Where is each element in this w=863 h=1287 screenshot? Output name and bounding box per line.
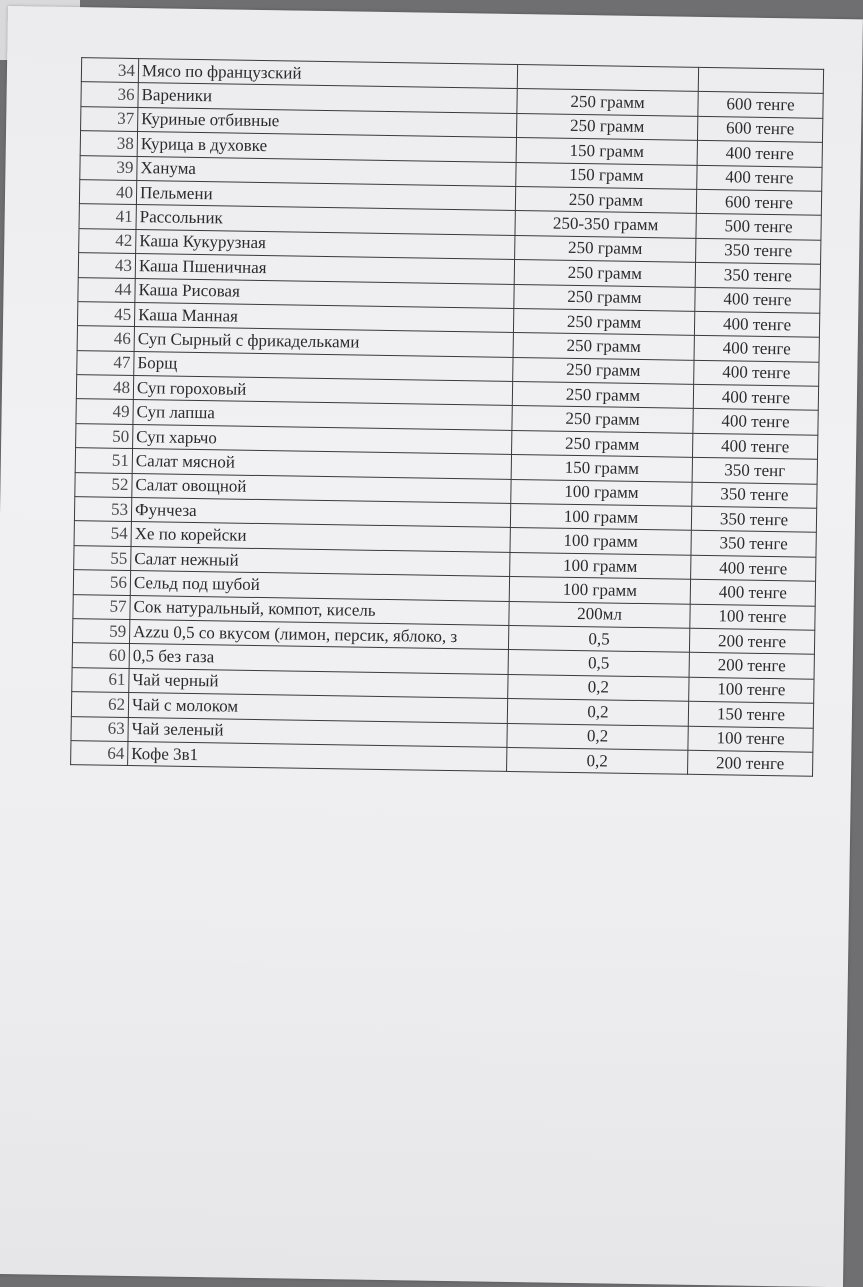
item-name: 0,5 без газа <box>129 644 508 674</box>
item-name: Хе по корейски <box>131 522 510 552</box>
item-name: Салат мясной <box>132 449 511 479</box>
item-price: 400 тенге <box>697 165 822 191</box>
item-price: 350 тенге <box>692 482 817 508</box>
item-price: 600 тенге <box>696 189 821 215</box>
item-name: Чай черный <box>129 668 508 698</box>
item-portion: 250-350 грамм <box>515 211 696 238</box>
item-portion: 250 грамм <box>515 235 696 262</box>
item-name: Кофе 3в1 <box>128 741 507 771</box>
item-portion: 250 грамм <box>513 308 694 335</box>
item-name: Ханума <box>137 156 516 186</box>
item-price: 100 тенге <box>689 677 814 703</box>
item-price: 150 тенге <box>688 701 813 727</box>
item-name: Мясо по французский <box>138 59 517 89</box>
item-price: 350 тенге <box>691 531 816 557</box>
item-number: 41 <box>79 204 136 229</box>
item-price: 400 тенге <box>690 579 815 605</box>
item-portion: 200мл <box>509 601 690 628</box>
item-name: Каша Пшеничная <box>135 254 514 284</box>
item-price <box>698 67 823 93</box>
item-name: Фунчеза <box>131 498 510 528</box>
item-name: Чай с молоком <box>128 693 507 723</box>
item-portion: 100 грамм <box>510 503 691 530</box>
item-number: 34 <box>81 58 138 83</box>
item-portion <box>517 65 698 92</box>
item-number: 50 <box>76 423 133 448</box>
item-name: Сельд под шубой <box>130 571 509 601</box>
item-portion: 0,2 <box>507 723 688 750</box>
item-price: 400 тенге <box>695 287 820 313</box>
item-number: 56 <box>73 570 130 595</box>
item-name: Салат нежный <box>131 546 510 576</box>
item-portion: 0,2 <box>507 747 688 774</box>
item-number: 44 <box>78 277 135 302</box>
item-number: 57 <box>73 594 130 619</box>
item-portion: 150 грамм <box>511 455 692 482</box>
item-number: 52 <box>75 472 132 497</box>
item-price: 200 тенге <box>688 750 813 776</box>
item-name: Вареники <box>138 83 517 113</box>
item-price: 400 тенге <box>693 384 818 410</box>
item-name: Курица в духовке <box>137 132 516 162</box>
item-name: Рассольник <box>136 205 515 235</box>
item-number: 36 <box>81 82 138 107</box>
item-price: 400 тенге <box>694 360 819 386</box>
item-number: 49 <box>76 399 133 424</box>
item-number: 64 <box>71 741 128 766</box>
item-name: Суп Сырный с фрикадельками <box>134 327 513 357</box>
item-portion: 250 грамм <box>515 186 696 213</box>
item-portion: 250 грамм <box>514 260 695 287</box>
item-price: 400 тенге <box>691 555 816 581</box>
item-number: 54 <box>74 521 131 546</box>
item-name: Каша Рисовая <box>135 278 514 308</box>
menu-price-table <box>70 57 824 777</box>
item-portion: 0,5 <box>508 650 689 677</box>
item-name: Суп харьчо <box>133 424 512 454</box>
item-number: 53 <box>74 497 131 522</box>
item-number: 43 <box>78 253 135 278</box>
item-name: Салат овощной <box>132 473 511 503</box>
item-price: 400 тенге <box>697 141 822 167</box>
item-name: Куриные отбивные <box>138 107 517 137</box>
item-name: Суп гороховый <box>133 376 512 406</box>
item-number: 38 <box>80 131 137 156</box>
item-price: 400 тенге <box>694 311 819 337</box>
item-price: 500 тенге <box>696 214 821 240</box>
item-portion: 250 грамм <box>513 333 694 360</box>
item-number: 59 <box>73 619 130 644</box>
item-price: 600 тенге <box>698 92 823 118</box>
item-portion: 0,5 <box>508 625 689 652</box>
item-name: Каша Манная <box>134 302 513 332</box>
item-price: 600 тенге <box>697 116 822 142</box>
item-number: 51 <box>75 448 132 473</box>
item-portion: 250 грамм <box>514 284 695 311</box>
item-number: 46 <box>77 326 134 351</box>
item-portion: 100 грамм <box>509 577 690 604</box>
item-name: Пельмени <box>136 180 515 210</box>
item-portion: 250 грамм <box>512 382 693 409</box>
item-price: 350 тенге <box>691 506 816 532</box>
item-name: Каша Кукурузная <box>136 229 515 259</box>
item-portion: 0,2 <box>508 674 689 701</box>
item-number: 45 <box>77 302 134 327</box>
item-number: 37 <box>81 106 138 131</box>
item-name: Сок натуральный, компот, кисель <box>130 595 509 625</box>
item-name: Борщ <box>134 351 513 381</box>
item-portion: 150 грамм <box>516 162 697 189</box>
item-price: 350 тенг <box>692 458 817 484</box>
item-number: 39 <box>80 155 137 180</box>
menu-table-body <box>71 58 824 777</box>
item-price: 400 тенге <box>694 336 819 362</box>
item-portion: 250 грамм <box>517 89 698 116</box>
item-portion: 250 грамм <box>512 430 693 457</box>
item-number: 61 <box>72 667 129 692</box>
item-price: 350 тенге <box>695 262 820 288</box>
item-number: 42 <box>79 228 136 253</box>
item-portion: 100 грамм <box>511 479 692 506</box>
item-number: 40 <box>79 180 136 205</box>
paper-sheet <box>0 6 863 1287</box>
item-price: 100 тенге <box>690 604 815 630</box>
item-portion: 150 грамм <box>516 138 697 165</box>
item-price: 200 тенге <box>689 628 814 654</box>
item-portion: 250 грамм <box>513 357 694 384</box>
item-number: 60 <box>72 643 129 668</box>
item-price: 400 тенге <box>693 409 818 435</box>
item-name: Azzu 0,5 со вкусом (лимон, персик, яблоко, з <box>129 619 508 649</box>
item-number: 47 <box>77 350 134 375</box>
item-portion: 100 грамм <box>510 528 691 555</box>
item-number: 55 <box>74 545 131 570</box>
item-portion: 250 грамм <box>512 406 693 433</box>
item-number: 48 <box>76 375 133 400</box>
item-price: 400 тенге <box>692 433 817 459</box>
item-price: 350 тенге <box>696 238 821 264</box>
item-price: 200 тенге <box>689 653 814 679</box>
item-portion: 0,2 <box>507 699 688 726</box>
item-number: 62 <box>71 692 128 717</box>
item-portion: 250 грамм <box>516 113 697 140</box>
item-name: Суп лапша <box>133 400 512 430</box>
item-name: Чай зеленый <box>128 717 507 747</box>
item-portion: 100 грамм <box>510 552 691 579</box>
item-price: 100 тенге <box>688 726 813 752</box>
item-number: 63 <box>71 716 128 741</box>
